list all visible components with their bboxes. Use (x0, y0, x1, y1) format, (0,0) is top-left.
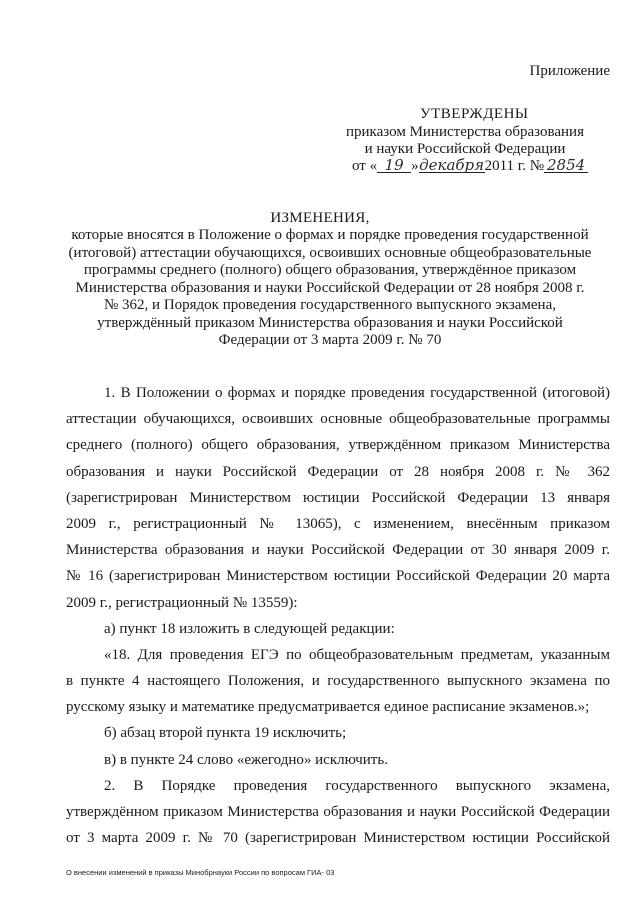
appendix-label: Приложение (529, 63, 610, 79)
body-line: (зарегистрирован Министерством юстиции Российской Федерации 13 января (66, 489, 610, 506)
subtitle-line: Федерации от 3 марта 2009 г. № 70 (218, 332, 442, 348)
body-line: аттестации обучающихся, освоивших основные общеобразовательные программы (66, 411, 610, 428)
body-line: от 3 марта 2009 г. № 70 (зарегистрирован Министерством юстиции Российской (66, 830, 610, 847)
subtitle-line: программы среднего (полного) общего образования, утверждённое приказом (83, 262, 577, 278)
document-body (66, 380, 610, 851)
body-line: б) абзац второй пункта 19 исключить; (104, 725, 347, 742)
body-line: среднего (полного) общего образования, утверждённом приказом Министерства (66, 437, 610, 454)
body-line: образования и науки Российской Федерации от 28 ноября 2008 г. № 362 (66, 463, 610, 480)
body-line: 2009 г., регистрационный № 13065), с изменением, внесённым приказом (66, 515, 610, 532)
body-line: № 16 (зарегистрирован Министерством юстиции Российской Федерации 20 марта (66, 568, 610, 585)
body-line: 2009 г., регистрационный № 13559): (66, 594, 298, 611)
body-line: русскому языку и математике предусматривается единое расписание экзаменов.»; (66, 699, 590, 716)
approval-line-2: и науки Российской Федерации (364, 141, 566, 157)
handwritten-month: декабря (419, 156, 485, 174)
document-title: ИЗМЕНЕНИЯ, (270, 210, 370, 226)
body-line: «18. Для проведения ЕГЭ по общеобразовательным предметам, указанным (104, 646, 610, 663)
footer-note: О внесении изменений в приказы Минобрнауки России по вопросам ГИА- 03 (66, 868, 335, 877)
subtitle-line: (итоговой) аттестации обучающихся, освоивших основные общеобразовательные (68, 244, 592, 261)
body-line: 2. В Порядке проведения государственного выпускного экзамена, (104, 777, 610, 794)
approval-heading: УТВЕРЖДЕНЫ (420, 106, 529, 122)
body-line: Министерства образования и науки Российской Федерации от 30 января 2009 г. (66, 542, 610, 559)
body-line: 1. В Положении о формах и порядке проведения государственной (итоговой) (104, 385, 610, 401)
order-from-label: от « (352, 158, 378, 174)
body-line: в пункте 4 настоящего Положения, и государственного выпускного экзамена по (66, 673, 610, 690)
order-year-label: 2011 г. № (484, 158, 545, 174)
subtitle-line: которые вносятся в Положение о формах и порядке проведения государственной (71, 227, 589, 243)
subtitle-line: № 362, и Порядок проведения государственного выпускного экзамена, (103, 297, 556, 313)
handwritten-order-number: 2854 (544, 158, 588, 173)
body-line: а) пункт 18 изложить в следующей редакции: (104, 620, 395, 637)
subtitle-line: Министерства образования и науки Российской Федерации от 28 ноября 2008 г. (75, 279, 585, 296)
date-separator: » (411, 158, 419, 174)
body-line: в) в пункте 24 слово «ежегодно» исключить. (104, 751, 388, 768)
order-date-line (352, 158, 588, 175)
subtitle-line: утверждённый приказом Министерства образования и науки Российской (97, 314, 563, 331)
document-subtitle (60, 227, 600, 350)
body-line: утверждённом приказом Министерства образования и науки Российской Федерации (66, 804, 610, 820)
approval-line-1: приказом Министерства образования (346, 124, 584, 140)
handwritten-day: 19 (377, 158, 411, 173)
